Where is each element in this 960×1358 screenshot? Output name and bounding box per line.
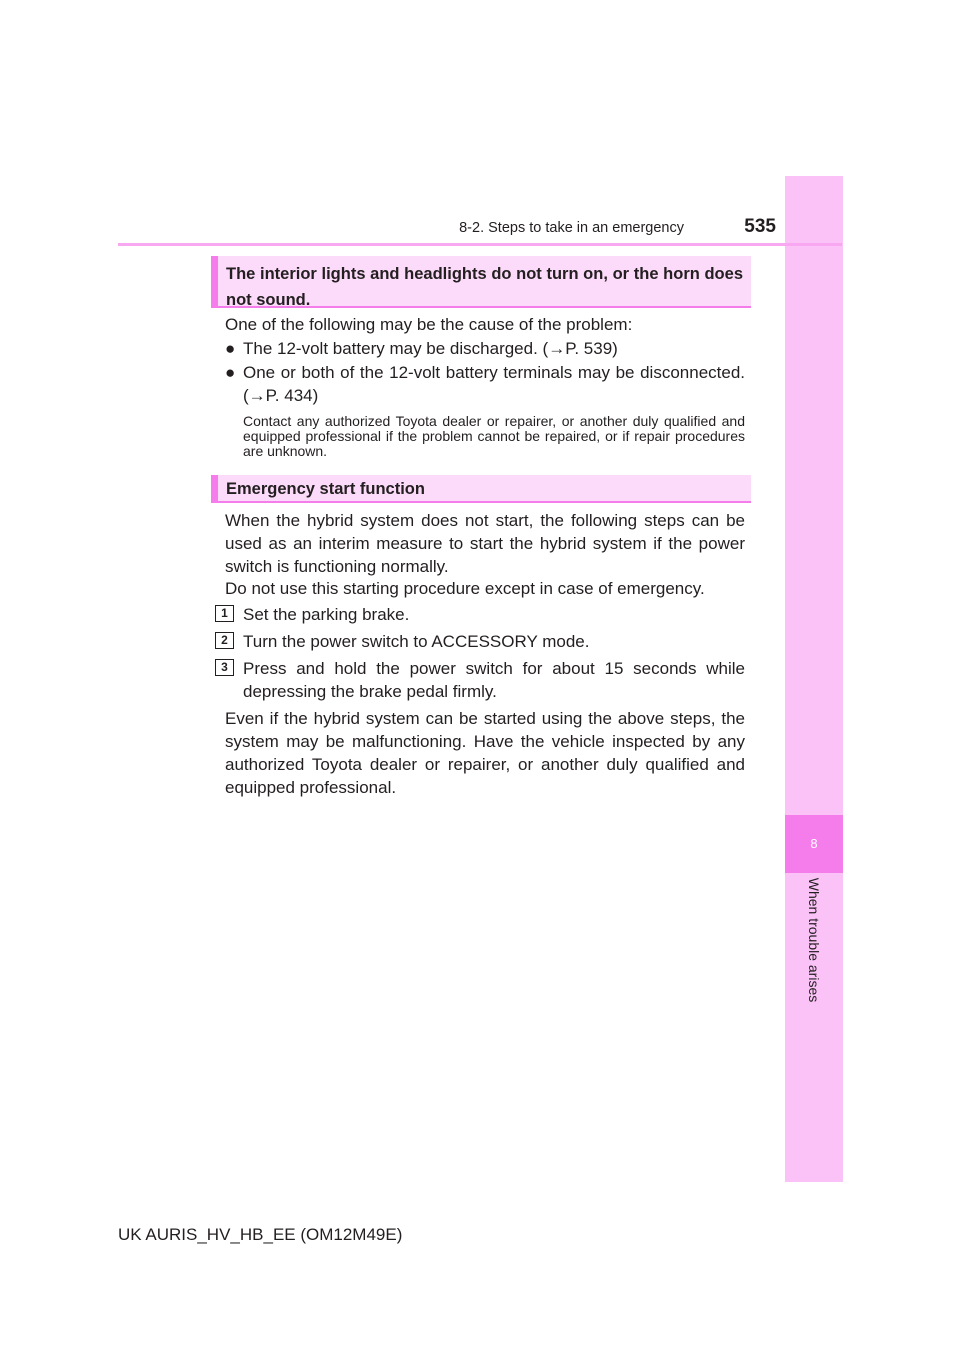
bullet-text-terminals-disconnected	[243, 361, 745, 407]
chapter-side-tab	[785, 176, 843, 1182]
emergency-warning-text: Do not use this starting procedure except in case of emergency.	[225, 579, 705, 598]
section-heading-emergency-start: Emergency start function	[211, 475, 751, 503]
bullet-icon: ●	[225, 339, 236, 358]
step-text: Press and hold the power switch for about 15 seconds while depressing the brake pedal firmly.	[243, 659, 745, 701]
closing-paragraph: Even if the hybrid system can be started using the above steps, the system may be malfunctioning. Have the vehicle inspected by any authorized Toyota dealer or repairer, or another duly qualified and equipped professional.	[225, 709, 745, 797]
step-text: Set the parking brake.	[243, 605, 410, 624]
chapter-title-label: When trouble arises	[806, 877, 822, 1003]
bullet-icon: ●	[225, 363, 236, 382]
step-number-badge: 3	[215, 659, 234, 676]
step-text: Turn the power switch to ACCESSORY mode.	[243, 632, 590, 651]
step-number-badge: 2	[215, 632, 234, 649]
cause-intro-text: One of the following may be the cause of the problem:	[225, 315, 633, 334]
section-heading-lights-horn: The interior lights and headlights do not turn on, or the horn does not sound.	[211, 256, 751, 308]
header-divider	[118, 243, 842, 246]
bullet-item	[225, 361, 745, 409]
page-number: 535	[744, 216, 776, 237]
step-number-badge: 1	[215, 605, 234, 622]
section-header: 8-2. Steps to take in an emergency	[459, 220, 684, 236]
bullet-item	[225, 337, 745, 360]
dealer-note: Contact any authorized Toyota dealer or repairer, or another duly qualified and equipped professional if the problem cannot be repaired, or if repair procedures are unknown.	[243, 413, 745, 459]
bullet-text-battery-discharged: The 12-volt battery may be discharged. (→P. 539)	[243, 339, 618, 358]
emergency-start-intro: When the hybrid system does not start, the following steps can be used as an interim measure to start the hybrid system if the power switch is functioning normally.	[225, 511, 745, 576]
bullet-line: One or both of the 12-volt battery terminals may be disconnected.	[243, 363, 745, 382]
bullet-page-reference: (→P. 434)	[243, 386, 319, 405]
document-id: UK AURIS_HV_HB_EE (OM12M49E)	[118, 1225, 403, 1244]
chapter-number-tab: 8	[785, 815, 843, 873]
